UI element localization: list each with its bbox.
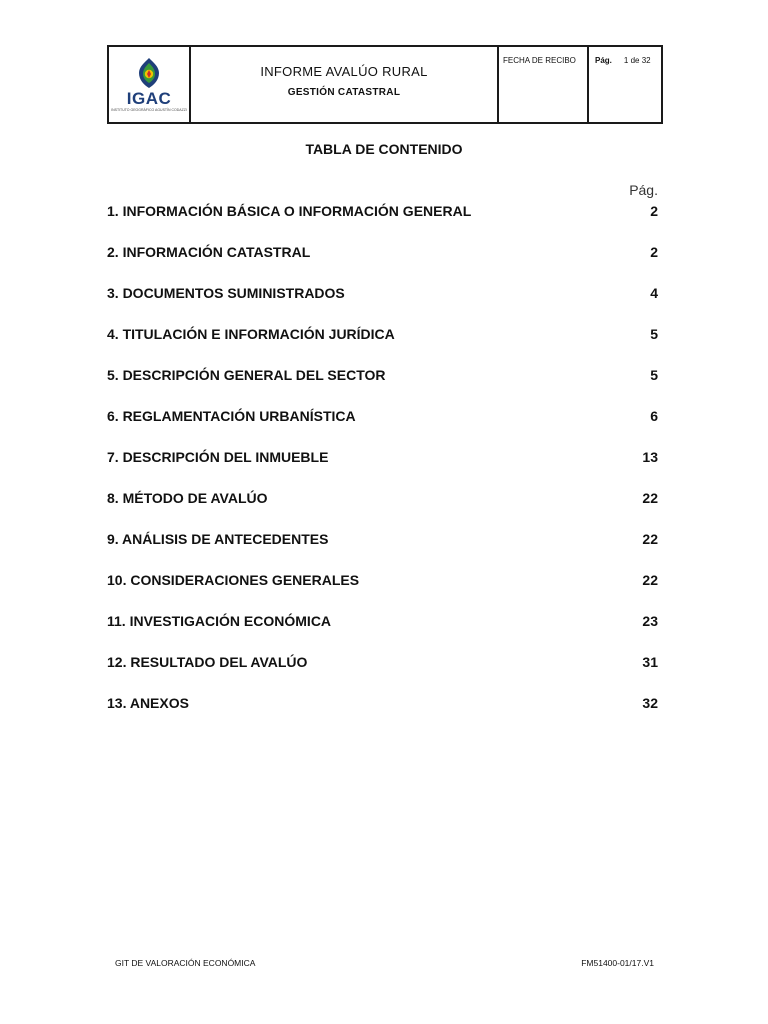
toc-entry-page: 23 (642, 613, 658, 629)
toc-entry-page: 6 (650, 408, 658, 424)
document-header (107, 45, 663, 124)
document-title: INFORME AVALÚO RURAL (260, 64, 428, 79)
toc-entry-page: 5 (650, 326, 658, 342)
toc-entry-page: 22 (642, 572, 658, 588)
toc-entry-page: 4 (650, 285, 658, 301)
toc-list (107, 203, 658, 736)
fecha-recibo-label: FECHA DE RECIBO (503, 56, 576, 65)
toc-entry-title: 5. DESCRIPCIÓN GENERAL DEL SECTOR (107, 367, 386, 383)
toc-heading: TABLA DE CONTENIDO (305, 141, 463, 157)
logo-text: IGAC (126, 89, 172, 108)
toc-entry[interactable] (107, 490, 658, 531)
logo-cell (108, 46, 190, 123)
toc-entry-title: 11. INVESTIGACIÓN ECONÓMICA (107, 613, 332, 629)
toc-entry-title: 10. CONSIDERACIONES GENERALES (107, 572, 360, 588)
toc-entry-title: 12. RESULTADO DEL AVALÚO (107, 654, 308, 670)
logo-subtext: INSTITUTO GEOGRÁFICO AGUSTÍN CODAZZI (111, 108, 187, 112)
toc-entry[interactable] (107, 572, 658, 613)
footer-form-code: FM51400-01/17.V1 (581, 958, 654, 968)
toc-entry-title: 4. TITULACIÓN E INFORMACIÓN JURÍDICA (107, 326, 395, 342)
toc-entry[interactable] (107, 613, 658, 654)
igac-logo (109, 47, 189, 122)
document-subtitle: GESTIÓN CATASTRAL (287, 87, 401, 98)
toc-entry-page: 5 (650, 367, 658, 383)
page-value: 1 de 32 (623, 56, 651, 65)
toc-entry[interactable] (107, 285, 658, 326)
toc-entry[interactable] (107, 654, 658, 695)
toc-entry-title: 6. REGLAMENTACIÓN URBANÍSTICA (107, 408, 356, 424)
title-cell (190, 46, 498, 123)
toc-entry-page: 2 (650, 203, 658, 219)
toc-entry-page: 22 (642, 490, 658, 506)
igac-emblem-icon (136, 57, 162, 89)
toc-entry-page: 32 (642, 695, 658, 711)
page-number (589, 47, 661, 65)
page-number-cell (588, 46, 662, 123)
toc-entry-title: 3. DOCUMENTOS SUMINISTRADOS (107, 285, 345, 301)
toc-entry[interactable] (107, 244, 658, 285)
toc-entry-page: 2 (650, 244, 658, 260)
toc-entry-title: 1. INFORMACIÓN BÁSICA O INFORMACIÓN GENERAL (107, 203, 472, 219)
toc-entry[interactable] (107, 408, 658, 449)
toc-entry-title: 9. ANÁLISIS DE ANTECEDENTES (107, 531, 329, 547)
toc-entry[interactable] (107, 695, 658, 736)
toc-entry[interactable] (107, 203, 658, 244)
toc-entry[interactable] (107, 449, 658, 490)
toc-entry-title: 7. DESCRIPCIÓN DEL INMUEBLE (107, 449, 329, 465)
toc-page-column-label: Pág. (629, 182, 658, 198)
toc-entry-title: 2. INFORMACIÓN CATASTRAL (107, 244, 311, 260)
toc-entry[interactable] (107, 367, 658, 408)
footer-department: GIT DE VALORACIÓN ECONÓMICA (115, 958, 256, 968)
page-label: Pág. (595, 56, 612, 65)
toc-entry-title: 8. MÉTODO DE AVALÚO (107, 490, 268, 506)
toc-entry-title: 13. ANEXOS (107, 695, 189, 711)
toc-entry[interactable] (107, 531, 658, 572)
toc-entry-page: 22 (642, 531, 658, 547)
toc-entry[interactable] (107, 326, 658, 367)
fecha-recibo-cell (498, 46, 588, 123)
toc-entry-page: 31 (642, 654, 658, 670)
toc-entry-page: 13 (642, 449, 658, 465)
